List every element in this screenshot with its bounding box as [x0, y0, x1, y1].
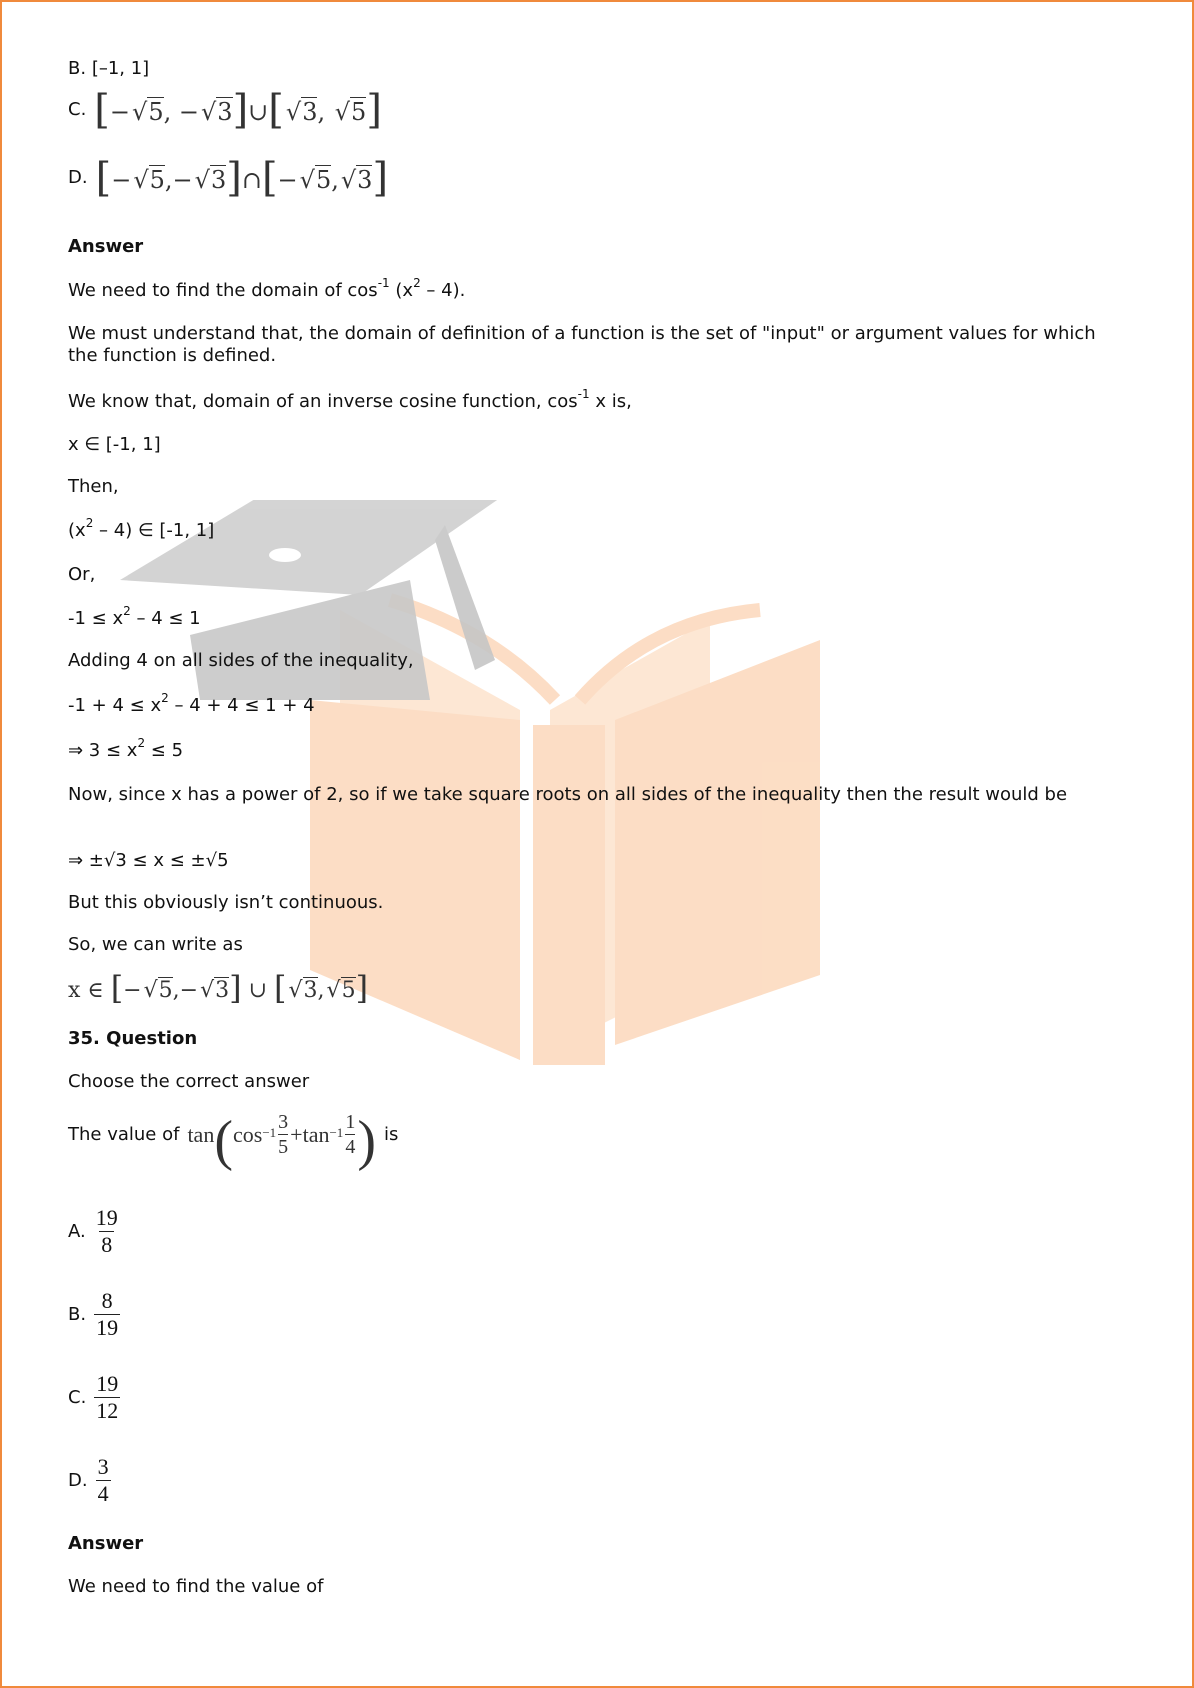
option-c-prev: C. [−√5, −√3]∪[√3, √5] — [68, 87, 382, 133]
tan-expression: tan ( cos $^{-1}$ 3 5 + tan $^{-1}$ 1 4 ) — [187, 1109, 376, 1172]
option-c-fraction: $\frac{19}{12}$ — [96, 1371, 119, 1423]
question-instruction: Choose the correct answer — [68, 1071, 310, 1092]
option-d-prev: D. [−√5,−√3]∩[−√5,√3] — [68, 155, 389, 201]
answer-heading-2: Answer — [68, 1533, 144, 1554]
watermark-logo — [110, 500, 890, 1172]
solution-line-6: $(x^2 - 4)$ ∈ [-1, 1] — [68, 516, 215, 541]
solution-line-15: So, we can write as — [68, 934, 243, 955]
option-d-interval: [−√5,−√3]∩[−√5,√3] — [95, 155, 389, 201]
solution-line-2: We must understand that, the domain of definition of a function is the set of "input" or argument values for which the function is defined. — [68, 323, 1096, 366]
option-c-interval: [−√5, −√3]∪[√3, √5] — [94, 87, 382, 133]
solution-line-10: $-1 + 4 \le x^2 - 4 + 4 \le 1 + 4$ — [68, 691, 315, 716]
answer-heading: Answer — [68, 236, 144, 257]
option-b-fraction: $\frac{8}{19}$ — [96, 1288, 119, 1340]
option-d-fraction: $\frac{3}{4}$ — [97, 1454, 109, 1506]
option-a[interactable]: A. $\frac{19}{8}$ — [68, 1205, 118, 1257]
solution-line-14: But this obviously isn’t continuous. — [68, 892, 384, 913]
solution-line-3: We know that, domain of an inverse cosine function, $\cos^{-1} x$ is, — [68, 387, 632, 412]
option-c[interactable]: C. $\frac{19}{12}$ — [68, 1371, 119, 1423]
option-a-fraction: $\frac{19}{8}$ — [95, 1205, 118, 1257]
solution-line-12: Now, since x has a power of 2, so if we take square roots on all sides of the inequality then the result would be — [68, 784, 1068, 805]
option-d[interactable]: D. $\frac{3}{4}$ — [68, 1454, 109, 1506]
solution-line-5: Then, — [68, 476, 119, 497]
answer-intro: We need to find the value of — [68, 1576, 324, 1597]
solution-line-11: ⇒ $3 \le x^2 \le 5$ — [68, 736, 184, 761]
solution-line-13: ⇒ ±√3 ≤ x ≤ ±√5 — [68, 850, 229, 871]
solution-line-8: $-1 \le x^2 - 4 \le 1$ — [68, 604, 201, 629]
solution-line-1: We need to find the domain of $\cos^{-1} (x^2 - 4)$. — [68, 276, 466, 301]
solution-line-4: x ∈ [-1, 1] — [68, 434, 161, 455]
option-b-prev: B. [–1, 1] — [68, 58, 150, 79]
solution-line-9: Adding 4 on all sides of the inequality, — [68, 650, 414, 671]
question-heading: 35. Question — [68, 1028, 198, 1049]
solution-line-7: Or, — [68, 564, 96, 585]
option-b[interactable]: B. $\frac{8}{19}$ — [68, 1288, 119, 1340]
question-statement: The value of tan ( cos $^{-1}$ 3 5 + tan $^{-1}$ 1 4 ) is — [68, 1109, 399, 1172]
solution-result-interval: x ∈ [−√5,−√3] ∪ [√3,√5] — [68, 969, 369, 1007]
